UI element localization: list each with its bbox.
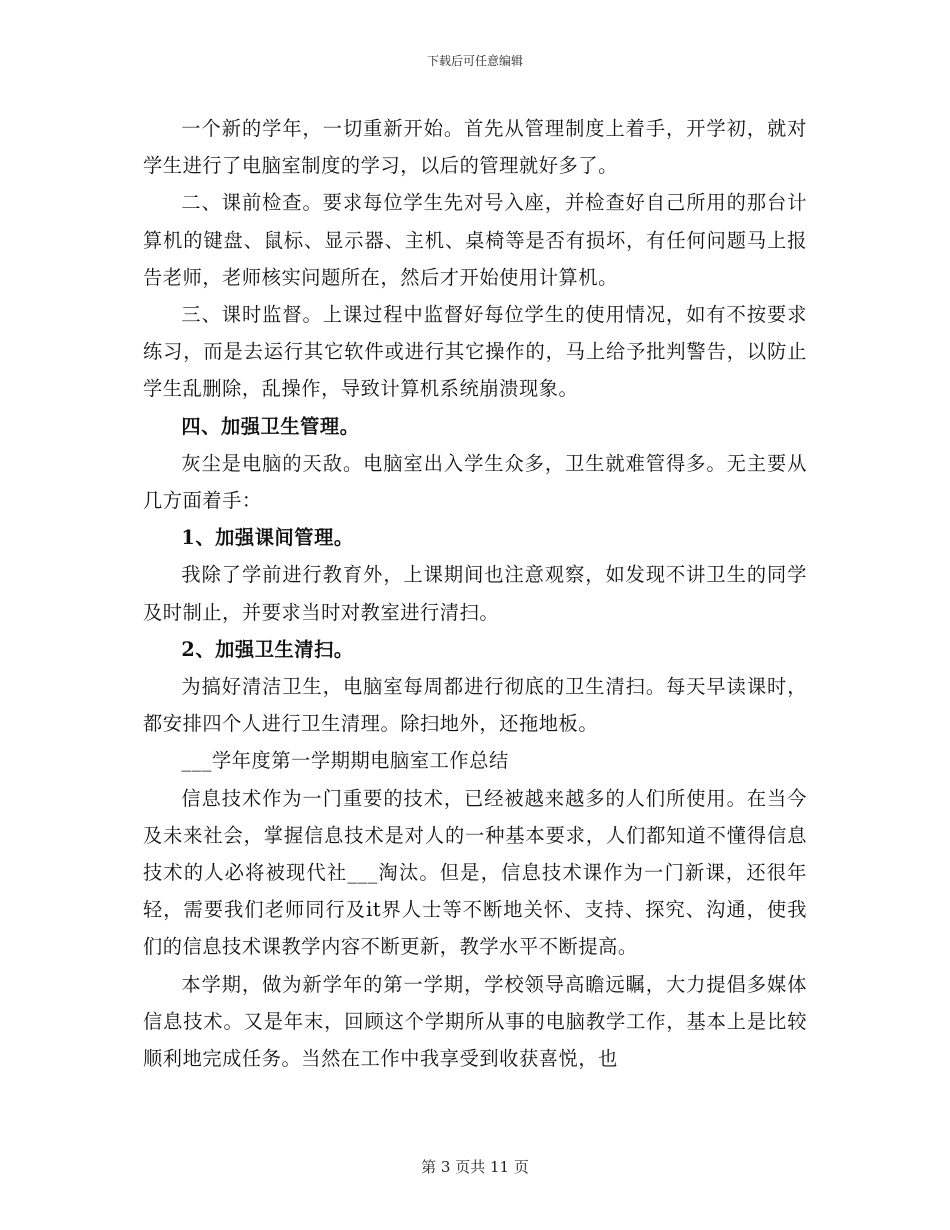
document-body: [143, 110, 807, 1077]
paragraph: 本学期，做为新学年的第一学期，学校领导高瞻远瞩，大力提倡多媒体信息技术。又是年末，回顾这个学期所从事的电脑教学工作，基本上是比较顺利地完成任务。当然在工作中我享受到收获喜悦，也: [143, 972, 807, 1071]
paragraph: 三、课时监督。上课过程中监督好每位学生的使用情况，如有不按要求练习，而是去运行其它软件或进行其它操作的，马上给予批判警告，以防止学生乱删除，乱操作，导致计算机系统崩溃现象。: [143, 303, 807, 401]
section-heading: 四、加强卫生管理。: [181, 414, 360, 438]
paragraph: 灰尘是电脑的天敌。电脑室出入学生众多，卫生就难管得多。无主要从几方面着手：: [143, 451, 807, 513]
page-number: 第 3 页共 11 页: [421, 1158, 529, 1176]
paragraph: 信息技术作为一门重要的技术，已经被越来越多的人们所使用。在当今及未来社会，掌握信息技术是对人的一种基本要求，人们都知道不懂得信息技术的人必将被现代社___淘汰。但是，信息技术课作为一门新课，还很年轻，需要我们老师同行及it界人士等不断地关怀、支持、探究、沟通，使我们的信息技术课教学内容不断更新，教学水平不断提高。: [143, 786, 807, 959]
section-heading: 2、加强卫生清扫。: [181, 637, 354, 661]
header-note: 下载后可任意编辑: [426, 54, 523, 68]
paragraph: 我除了学前进行教育外，上课期间也注意观察，如发现不讲卫生的同学及时制止，并要求当时对教室进行清扫。: [143, 563, 807, 624]
summary-title: ___学年度第一学期期电脑室工作总结: [181, 749, 509, 773]
paragraph: 二、课前检查。要求每位学生先对号入座，并检查好自己所用的那台计算机的键盘、鼠标、显示器、主机、桌椅等是否有损坏，有任何问题马上报告老师，老师核实问题所在，然后才开始使用计算机。: [143, 191, 807, 289]
section-heading: 1、加强课间管理。: [181, 526, 354, 550]
paragraph: 一个新的学年，一切重新开始。首先从管理制度上着手，开学初，就对学生进行了电脑室制度的学习，以后的管理就好多了。: [143, 117, 807, 178]
paragraph: 为搞好清洁卫生，电脑室每周都进行彻底的卫生清扫。每天早读课时，都安排四个人进行卫生清理。除扫地外，还拖地板。: [143, 675, 807, 736]
